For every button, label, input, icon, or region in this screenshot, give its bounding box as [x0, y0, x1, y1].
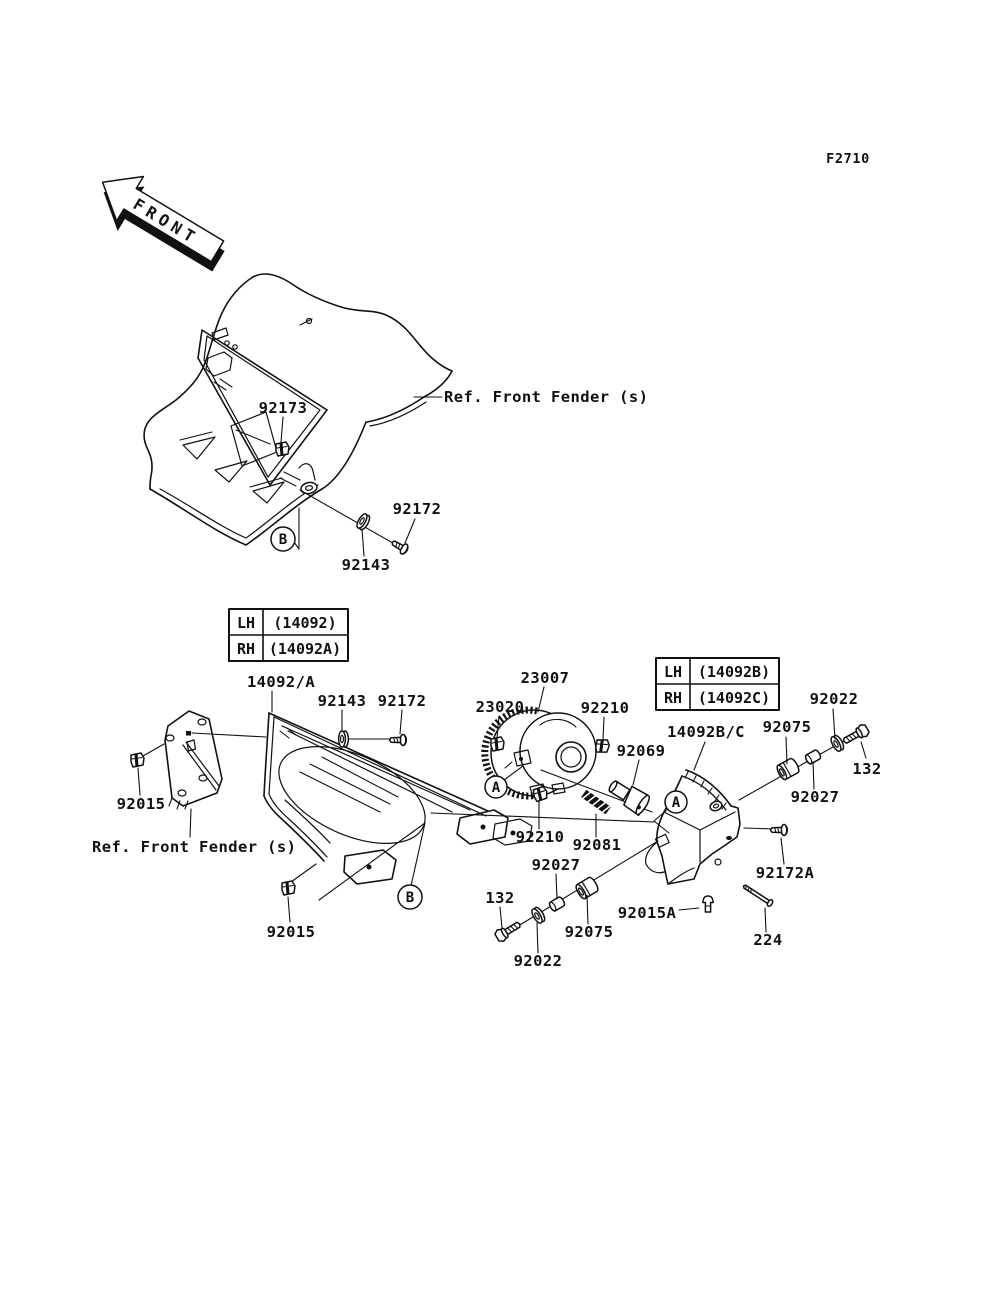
table-cell: (14092B) — [697, 663, 771, 681]
leader-line — [500, 874, 588, 953]
bolt-icon-132 — [494, 918, 523, 943]
vent-slot — [183, 437, 215, 459]
part-label-14092BC: 14092B/C — [667, 723, 745, 741]
leader-line — [633, 760, 639, 785]
part-label-92015-left: 92015 — [116, 795, 166, 813]
pin-icon-92015A — [703, 896, 713, 912]
front-direction-arrow — [85, 160, 236, 284]
vent-slot — [215, 461, 247, 482]
part-label-92027-right: 92027 — [790, 788, 840, 806]
part-label-92015A: 92015A — [617, 904, 677, 922]
fender-bracket-left — [92, 711, 296, 856]
ref-front-fender-top: Ref. Front Fender (s) — [444, 388, 649, 406]
clip-nut-icon-23020 — [491, 737, 504, 751]
callout-a-letter: A — [671, 795, 681, 811]
part-label-92075-right: 92075 — [762, 718, 812, 736]
callout-a-letter: A — [491, 780, 501, 796]
part-label-92022-mid: 92022 — [513, 952, 563, 970]
washer-icon-92143 — [339, 731, 349, 747]
table-cell: LH — [663, 663, 683, 681]
part-label-92172-mid: 92172 — [377, 692, 427, 710]
leader-line — [138, 768, 140, 795]
callout-b-letter: B — [405, 890, 415, 906]
part-label-14092A: 14092/A — [246, 673, 316, 691]
figure-code: F2710 — [826, 151, 870, 167]
clip-nut-icon-92210-upper — [595, 738, 611, 754]
bolt-icon-132 — [841, 723, 870, 747]
part-label-92210-upper: 92210 — [580, 699, 630, 717]
leader-line — [679, 908, 699, 910]
bulb-icon-92069 — [605, 776, 651, 816]
ref-front-fender-left: Ref. Front Fender (s) — [92, 838, 297, 856]
leader-line — [362, 529, 364, 556]
clip-nut-icon-92015-left — [131, 753, 144, 767]
table-cell: RH — [663, 689, 683, 707]
callout-b-letter: B — [278, 532, 288, 548]
spring-icon-92081 — [581, 789, 611, 814]
leader-line — [190, 809, 191, 837]
part-label-92022-right: 92022 — [809, 690, 859, 708]
clip-nut-icon-92015-bottom — [282, 881, 295, 895]
part-label-92069: 92069 — [616, 742, 666, 760]
part-label-92081: 92081 — [572, 836, 622, 854]
leader-line — [281, 417, 283, 442]
table-cell: (14092A) — [268, 640, 342, 658]
part-label-92172-top: 92172 — [392, 500, 442, 518]
washer-icon-92143 — [355, 512, 371, 531]
part-label-92173: 92173 — [258, 399, 308, 417]
table-cell: (14092C) — [697, 689, 771, 707]
headlamp-unit — [476, 669, 666, 854]
leader-line — [694, 742, 705, 770]
table-cell: RH — [236, 640, 256, 658]
table-cell: LH — [236, 614, 256, 632]
leader-line — [405, 519, 415, 543]
washer-icon-92022 — [530, 906, 547, 925]
clip-nut-icon-92173 — [276, 442, 289, 456]
leader-line — [765, 908, 766, 932]
pointer-line — [192, 733, 266, 737]
front-arrow-label: FRONT — [129, 194, 203, 249]
part-label-92143-top: 92143 — [341, 556, 391, 574]
leader-line — [538, 687, 544, 712]
front-fender-top-view — [144, 274, 648, 574]
fastener-axis — [744, 828, 774, 829]
leader-line — [781, 838, 784, 864]
part-label-132-mid: 132 — [485, 889, 515, 907]
part-label-92015-bottom: 92015 — [266, 923, 316, 941]
fastener-axis — [300, 490, 398, 546]
variant-table-cover — [229, 609, 348, 661]
part-label-132-right: 132 — [852, 760, 882, 778]
screw-icon-92172 — [390, 735, 407, 746]
part-label-92172A: 92172A — [755, 864, 815, 882]
leader-line — [342, 710, 402, 739]
table-cell: (14092) — [273, 614, 337, 632]
callout-a-pointer — [654, 809, 669, 833]
screw-icon-92172A — [771, 825, 788, 836]
part-label-92143-mid: 92143 — [317, 692, 367, 710]
leader-line — [603, 717, 604, 740]
part-label-92075-mid: 92075 — [564, 923, 614, 941]
long-bolt-icon-224 — [742, 883, 774, 907]
pointer-line — [291, 864, 316, 882]
part-label-224: 224 — [753, 931, 783, 949]
pointer-line — [143, 744, 164, 756]
part-label-92210-lower: 92210 — [515, 828, 565, 846]
washer-icon-92022 — [829, 734, 845, 753]
part-label-92027-mid: 92027 — [531, 856, 581, 874]
variant-table-bracket — [656, 658, 779, 710]
part-label-23007: 23007 — [520, 669, 570, 687]
part-label-23020: 23020 — [475, 698, 525, 716]
leader-line — [288, 897, 290, 922]
